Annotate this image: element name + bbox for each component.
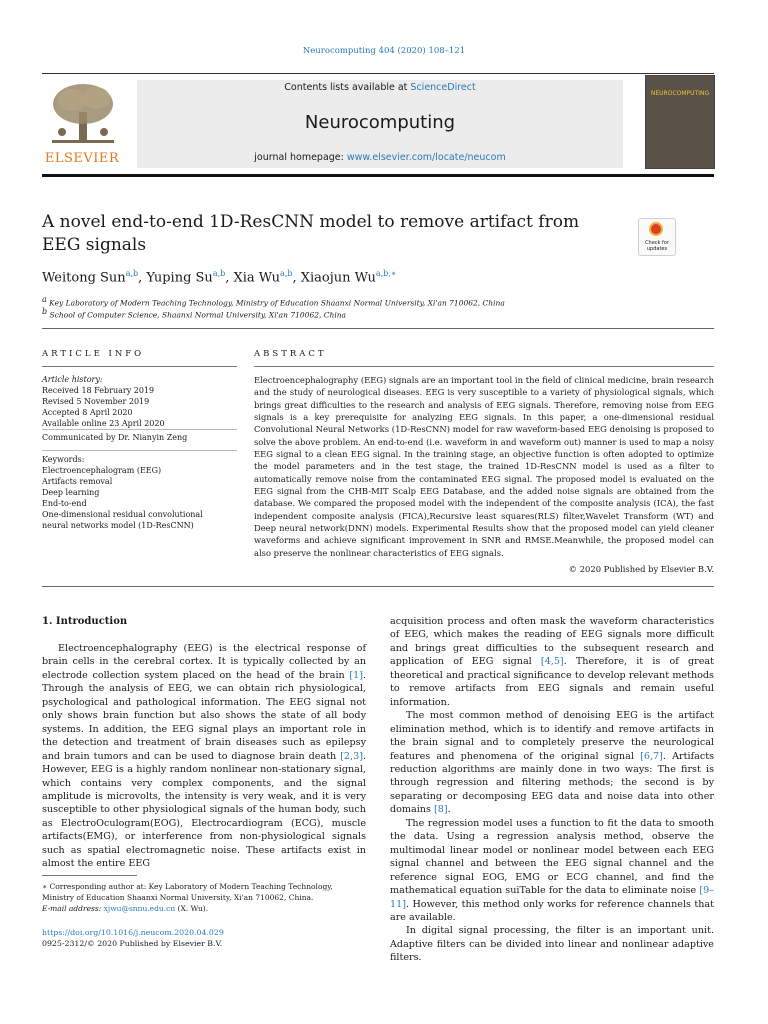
history-accepted: Accepted 8 April 2020: [42, 408, 133, 417]
body-column-left: [42, 642, 366, 871]
author-affil-mark[interactable]: a,b: [125, 269, 139, 278]
section-heading-introduction: 1. Introduction: [42, 616, 128, 627]
paragraph: [42, 642, 366, 871]
affiliation-mark: a: [42, 295, 47, 304]
citation-link[interactable]: [8]: [433, 804, 448, 816]
keyword-item: neural networks model (1D-ResCNN): [42, 521, 194, 530]
citation-link[interactable]: [9–11]: [390, 885, 714, 910]
text-run: . However, EEG is a highly random nonlinear non-stationary signal, which contains very complex components, and the signal amplitude is microvolts, the intensity is very weak, and it is very susceptible to other physiological signals of the human body, such as ElectroOculogram(EOG), Electrocardiogram (ECG), muscle artifacts(EMG), or interference from non-physiological signals such as spatial electromagnetic noise. These artifacts exist in almost the entire EEG: [42, 750, 366, 870]
text-run: . Therefore, it is of great theoretical and practical significance to develop relevant methods to remove artifacts from EEG signals and remain useful information.: [390, 656, 714, 708]
author-name[interactable]: Yuping Su: [146, 270, 213, 286]
journal-name: Neurocomputing: [304, 112, 456, 133]
affiliation-a: [42, 295, 505, 308]
history-label: Article history:: [42, 375, 103, 384]
crossmark-icon: [649, 222, 663, 236]
crossmark-label: Check for updates: [645, 240, 669, 252]
paragraph: [390, 817, 714, 925]
text-run: acquisition process and often mask the waveform characteristics of EEG, which makes the reading of EEG signals more difficult and brings great difficulties to the subsequent research and application of EEG signal: [390, 616, 714, 668]
issn-line: 0925-2312/© 2020 Published by Elsevier B.V.: [42, 939, 223, 948]
journal-reference[interactable]: Neurocomputing 404 (2020) 108–121: [302, 46, 466, 56]
article-info-heading: ARTICLE INFO: [42, 349, 145, 359]
cover-title: NEUROCOMPUTING: [650, 90, 710, 97]
article-info-rule: [42, 366, 237, 367]
paragraph: [390, 709, 714, 817]
abstract-copyright: © 2020 Published by Elsevier B.V.: [568, 564, 714, 574]
paragraph: In digital signal processing, the filter is an important unit. Adaptive filters can be divided into linear and nonlinear adaptive filters.: [390, 925, 714, 964]
author-separator: ,: [225, 270, 234, 286]
affiliation-mark: b: [42, 307, 48, 316]
keyword-item: Electroencephalogram (EEG): [42, 466, 162, 475]
affiliation-divider: [42, 328, 714, 329]
email-link[interactable]: xjwu@snnu.edu.cn: [103, 904, 176, 913]
masthead-bottom-divider: [42, 174, 714, 177]
contents-line: [137, 82, 623, 93]
text-run: The regression model uses a function to fit the data to smooth the data. Using a regression analysis method, observe the multimodal linear model or nonlinear model between each EEG signal channel and between the EEG signal channel and the reference signal EOG, EMG or ECG channel, and find the mathematical equation suiTable for the data to eliminate noise: [390, 817, 714, 897]
citation-link[interactable]: [1]: [349, 669, 363, 681]
keyword-item: End-to-end: [42, 499, 87, 508]
footnote-mark: ∗: [42, 882, 48, 891]
footnote-email: [42, 903, 366, 914]
keywords: [42, 454, 237, 531]
author-name[interactable]: Xia Wu: [233, 270, 281, 286]
doi-link[interactable]: https://doi.org/10.1016/j.neucom.2020.04.029: [42, 928, 224, 937]
article-history: [42, 374, 237, 429]
author-name[interactable]: Xiaojun Wu: [300, 270, 376, 286]
footnote-corresponding: [42, 881, 366, 903]
text-run: . Through the analysis of EEG, we can obtain rich physiological, psychological and pathological information. The EEG signal not only shows brain function but also shows the state of all body systems. In addition, the EEG signal plays an important role in the detection and treatment of brain diseases such as epilepsy and brain tumors and can be used to diagnose brain death: [42, 669, 366, 762]
author-affil-mark[interactable]: a,b,∗: [375, 269, 397, 278]
journal-homepage-link[interactable]: www.elsevier.com/locate/neucom: [346, 152, 506, 163]
author-separator: ,: [292, 270, 301, 286]
history-online: Available online 23 April 2020: [42, 419, 165, 428]
author-list: [42, 269, 642, 285]
article-title: A novel end-to-end 1D-ResCNN model to remove artifact from EEG signals: [42, 212, 580, 255]
history-revised: Revised 5 November 2019: [42, 397, 150, 406]
keyword-item: One-dimensional residual convolutional: [42, 510, 203, 519]
abstract-bottom-divider: [42, 586, 714, 587]
citation-link[interactable]: [2,3]: [340, 750, 363, 762]
footnote-text: Corresponding author at: Key Laboratory of Modern Teaching Technology, Ministry of Education Shaanxi Normal University, Xi'an 710062, China.: [42, 882, 333, 902]
article-info-rule: [42, 429, 237, 430]
abstract-rule: [254, 366, 714, 367]
text-run: .: [447, 804, 451, 816]
author-affil-mark[interactable]: a,b: [212, 269, 226, 278]
abstract-heading: ABSTRACT: [254, 349, 327, 359]
author-affil-mark[interactable]: a,b: [280, 269, 293, 278]
history-received: Received 18 February 2019: [42, 386, 155, 395]
body-column-right: [390, 615, 714, 965]
keywords-label: Keywords:: [42, 455, 85, 464]
masthead-top-divider: [42, 73, 714, 74]
text-run: The most common method of denoising EEG is the artifact elimination method, which is to identify and remove artifacts in the brain signal and to completely preserve the neurological features and phenomena of the original signal: [390, 710, 714, 762]
text-run: . However, this method only works for reference channels that are available.: [390, 898, 714, 923]
abstract-body: Electroencephalography (EEG) signals are an important tool in the field of clinical medicine, brain research and the study of neurological diseases. EEG is very susceptible to a variety of physiological signals, which brings great difficulties to the research and analysis of EEG signals. Therefore, removing noise from EEG signals is a key prerequisite for analyzing EEG signals. In this paper, a one-dimensional residual Convolutional Neural Networks (1D-ResCNN) model for raw waveform-based EEG denoising is proposed to solve the above problem. An end-to-end (i.e. waveform in and waveform out) manner is used to map a noisy EEG signal to a clean EEG signal. In the training stage, an objective function is often adopted to optimize the model parameters and in the test stage, the trained 1D-ResCNN model is used as a filter to automatically remove noise from the contaminated EEG signal. The proposed model is evaluated on the EEG signal from the CHB-MIT Scalp EEG Database, and the added noise signals are obtained from the database. We compared the proposed model with the independent of the composite analysis (ICA), the fast independent composite analysis (FICA),Recursive least squares(RLS) filter,Wavelet Transform (WT) and Deep neural network(DNN) models. Experimental Results show that the proposed model can yield cleaner waveforms and achieve significant improvement in SNR and RMSE.Meanwhile, the proposed model can also preserve the nonlinear characteristics of EEG signals.: [254, 375, 714, 558]
keyword-item: Deep learning: [42, 488, 100, 497]
contents-prefix: Contents lists available at: [284, 82, 411, 93]
citation-link[interactable]: [4,5]: [540, 656, 564, 668]
sciencedirect-link[interactable]: ScienceDirect: [410, 82, 476, 93]
text-run: Electroencephalography (EEG) is the electrical response of brain cells in the cerebral cortex. It is typically collected by an electrode collection system placed on the head of the brain: [42, 643, 366, 681]
journal-cover-thumbnail[interactable]: [645, 75, 715, 169]
corresponding-author-footnote: [42, 881, 366, 914]
footnote-rule: [42, 875, 137, 876]
paragraph: [390, 615, 714, 709]
author-separator: ,: [138, 270, 147, 286]
affiliation-text: Key Laboratory of Modern Teaching Technology, Ministry of Education Shaanxi Normal University, Xi'an 710062, China: [49, 298, 505, 308]
communicated-by: Communicated by Dr. Nianyin Zeng: [42, 433, 188, 442]
homepage-prefix: journal homepage:: [254, 152, 347, 163]
author-name[interactable]: Weitong Sun: [42, 270, 126, 286]
affiliation-text: School of Computer Science, Shaanxi Normal University, Xi'an 710062, China: [49, 310, 347, 320]
elsevier-wordmark: ELSEVIER: [44, 151, 120, 166]
homepage-line: [137, 152, 623, 163]
email-label: E-mail address:: [42, 904, 102, 913]
text-run: . Artifacts reduction algorithms are mainly done in two ways: The first is through regression and filtering methods; the second is by separating or decomposing EEG data and noise data into other domains: [390, 750, 714, 816]
email-suffix: (X. Wu).: [175, 904, 209, 913]
article-info-rule: [42, 450, 237, 451]
citation-link[interactable]: [6,7]: [640, 750, 663, 762]
check-for-updates-badge[interactable]: [638, 218, 676, 256]
affiliation-b: [42, 307, 346, 320]
keyword-item: Artifacts removal: [42, 477, 113, 486]
